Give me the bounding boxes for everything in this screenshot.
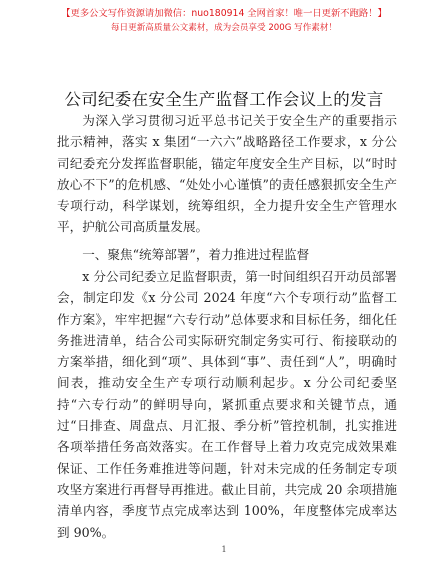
promo-banner — [0, 6, 448, 36]
document-title: 公司纪委在安全生产监督工作会议上的发言 — [64, 90, 384, 109]
intro-text: 为深入学习贯彻习近平总书记关于安全生产的重要指示批示精神，落实 x 集团“一六六”战略路径工作要求，x 分公司纪委充分发挥监督职能，锚定年度安全生产目标，以“时时放心不下”的危机感、“处处小心谨慎”的责任感狠抓安全生产专项行动，科学谋划，统筹组织，全力提升安全生产管理水平，护航公司高质量发展。 — [57, 113, 397, 235]
section-1-paragraph — [57, 266, 397, 543]
page-number: 1 — [221, 545, 227, 554]
section-1-heading: 一、聚焦“统筹部署”，着力推进过程监督 — [82, 247, 310, 262]
section-1-text: x 分公司纪委立足监督职责，第一时间组织召开动员部署会，制定印发《x 分公司 2024 年度“六个专项行动”监督工作方案》，牢牢把握“六专行动”总体要求和目标任务，细化任务推进清单，结合公司实际研究制定务实可行、衔接联动的方案举措，细化到“项”、具体到“事”、责任到“人”，明确时间表，推动安全生产专项行动顺利起步。x 分公司纪委坚持“六专行动”的鲜明导向，紧抓重点要求和关键节点，通过“日排查、周盘点、月汇报、季分析”管控机制，扎实推进各项举措任务高效落实。在工作督导上着力攻克完成效果难保证、工作任务难推进等问题，针对未完成的任务制定专项攻坚方案进行再督导再推进。截止目前，共完成 20 余项措施清单内容，季度节点完成率达到 100%，年度整体完成率达到 90%。 — [57, 269, 397, 540]
intro-paragraph — [57, 110, 397, 238]
promo-banner-line-1: 【更多公文写作资源请加微信：nuo180914 全网首家！唯一日更新不跑路！】 — [61, 8, 387, 19]
promo-banner-line-2: 每日更新高质量公文素材，成为会员享受 200G 写作素材！ — [110, 23, 338, 33]
